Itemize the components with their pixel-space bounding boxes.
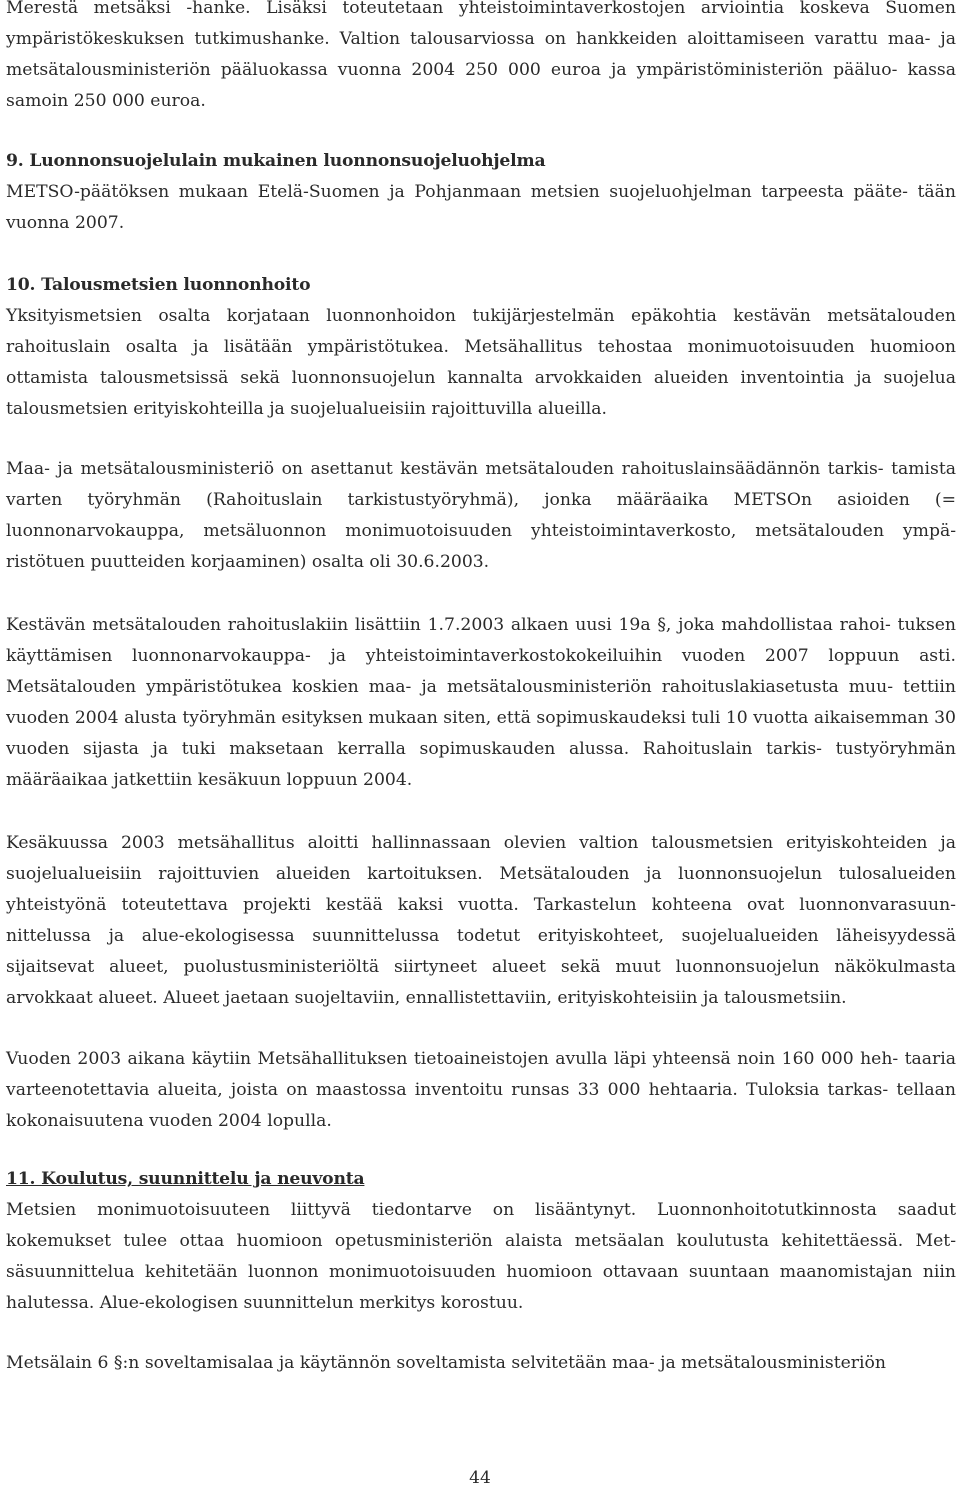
page-number: 44 (469, 1468, 491, 1488)
section-9 (6, 146, 956, 239)
paragraph-kartoitus: Kesäkuussa 2003 metsähallitus aloitti hallinnassaan olevien valtion talousmetsien erityiskohteiden ja suojelualueisiin rajoittuvien alueiden kartoituksen. Metsätalouden ja luonnonsuojelun tulosalueiden yhteistyönä toteutettava projekti kestää kaksi vuotta. Tarkastelun kohteena ovat luonnonvarasuun- nittelussa ja alue-ekologisessa suunnittelussa todetut erityiskohteet, suojelualueiden läheisyydessä sijaitsevat alueet, puolustusministeriöltä siirtyneet alueet sekä muut luonnonsuojelun näkökulmasta arvokkaat alueet. Alueet jaetaan suojeltaviin, ennallistettaviin, erityiskohteisiin ja talousmetsiin. (6, 833, 956, 1008)
paragraph-inventointi: Vuoden 2003 aikana käytiin Metsähallituksen tietoaineistojen avulla läpi yhteensä noin 160 000 heh- taaria varteenotettavia alueita, joista on maastossa inventoitu runsas 33 000 hehtaaria. Tuloksia tarkas- tellaan kokonaisuutena vuoden 2004 lopulla. (6, 1049, 956, 1131)
section-11 (6, 1164, 956, 1319)
section-10-text: Yksityismetsien osalta korjataan luonnonhoidon tukijärjestelmän epäkohtia kestävän metsätalouden rahoituslain osalta ja lisätään ympäristötukea. Metsähallitus tehostaa monimuotoisuuden huomioon ottamista talousmetsissä sekä luonnonsuojelun kannalta arvokkaiden alueiden inventointia ja suojelua talousmetsien erityiskohteilla ja suojelualueisiin rajoittuvilla alueilla. (6, 306, 956, 419)
section-10-heading: 10. Talousmetsien luonnonhoito (6, 275, 311, 295)
section-9-text: METSO-päätöksen mukaan Etelä-Suomen ja Pohjanmaan metsien suojeluohjelman tarpeesta pääte- tään vuonna 2007. (6, 182, 956, 233)
section-11-heading: 11. Koulutus, suunnittelu ja neuvonta (6, 1169, 365, 1189)
section-10 (6, 270, 956, 425)
paragraph-rahoituslain-tyoryhma: Maa- ja metsätalousministeriö on asettanut kestävän metsätalouden rahoituslainsäädännön tarkis- tamista varten työryhmän (Rahoituslain tarkistustyöryhmä), jonka määräaika METSOn asioiden (= luonnonarvokauppa, metsäluonnon monimuotoisuuden yhteistoimintaverkosto, metsätalouden ympä- ristötuen puutteiden korjaaminen) osalta oli 30.6.2003. (6, 459, 956, 572)
section-9-heading: 9. Luonnonsuojelulain mukainen luonnonsuojeluohjelma (6, 151, 546, 171)
intro-paragraph: Merestä metsäksi -hanke. Lisäksi toteutetaan yhteistoimintaverkostojen arviointia koskeva Suomen ympäristökeskuksen tutkimushanke. Valtion talousarviossa on hankkeiden aloittamiseen varattu maa- ja metsätalousministeriön pääluokassa vuonna 2004 250 000 euroa ja ympäristöministeriön pääluo- kassa samoin 250 000 euroa. (6, 0, 956, 111)
section-11-text: Metsien monimuotoisuuteen liittyvä tiedontarve on lisääntynyt. Luonnonhoitotutkinnosta saadut kokemukset tulee ottaa huomioon opetusministeriön alaista metsäalan koulutusta kehitettäessä. Met- säsuunnittelua kehitetään luonnon monimuotoisuuden huomioon ottavaan suuntaan maanomistajan niin halutessa. Alue-ekologisen suunnittelun merkitys korostuu. (6, 1200, 956, 1313)
paragraph-metsalaki: Metsälain 6 §:n soveltamisalaa ja käytännön soveltamista selvitetään maa- ja metsätalousministeriön (6, 1353, 886, 1373)
paragraph-rahoituslaki: Kestävän metsätalouden rahoituslakiin lisättiin 1.7.2003 alkaen uusi 19a §, joka mahdollistaa rahoi- tuksen käyttämisen luonnonarvokauppa- ja yhteistoimintaverkostokokeiluihin vuoden 2007 loppuun asti. Metsätalouden ympäristötukea koskien maa- ja metsätalousministeriön rahoituslakiasetusta muu- tettiin vuoden 2004 alusta työryhmän esityksen mukaan siten, että sopimuskaudeksi tuli 10 vuotta aikaisemman 30 vuoden sijasta ja tuki maksetaan kerralla sopimuskauden alussa. Rahoituslain tarkis- tustyöryhmän määräaikaa jatkettiin kesäkuun loppuun 2004. (6, 615, 956, 790)
